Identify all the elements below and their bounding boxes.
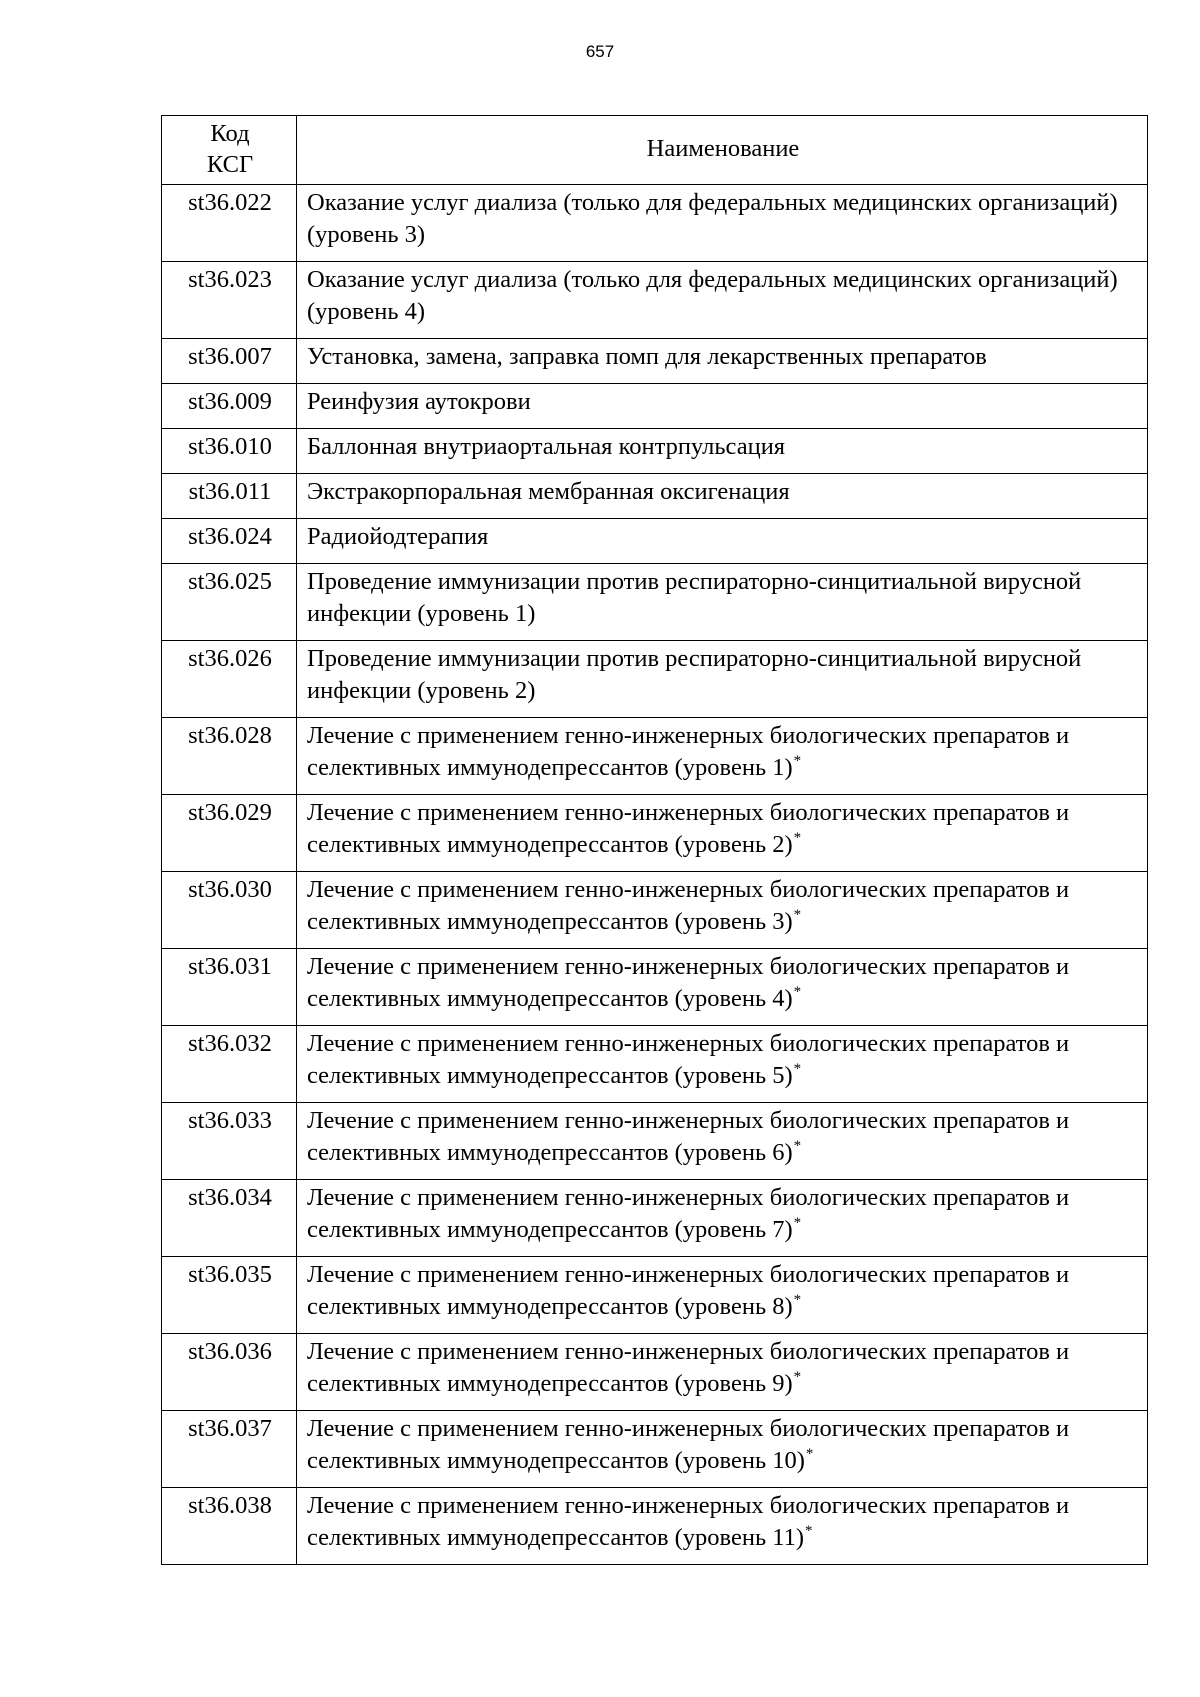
table-row <box>162 1411 1148 1488</box>
ksg-name-cell <box>297 949 1148 1026</box>
ksg-name-cell <box>297 519 1148 564</box>
ksg-name-cell <box>297 1026 1148 1103</box>
ksg-code-cell: st36.022 <box>162 185 297 262</box>
ksg-code-cell: st36.036 <box>162 1334 297 1411</box>
ksg-code-cell: st36.037 <box>162 1411 297 1488</box>
code-header-line1: Код <box>210 120 250 147</box>
table-row <box>162 262 1148 339</box>
footnote-mark: * <box>793 1214 802 1231</box>
footnote-mark: * <box>805 1445 814 1462</box>
ksg-name-text: Лечение с применением генно-инженерных биологических препаратов и селективных иммунодепрессантов (уровень 5) <box>307 1030 1070 1089</box>
ksg-code-cell: st36.023 <box>162 262 297 339</box>
ksg-name-cell <box>297 872 1148 949</box>
code-column-header <box>162 116 297 185</box>
ksg-name-cell <box>297 262 1148 339</box>
ksg-code-cell: st36.033 <box>162 1103 297 1180</box>
ksg-code-cell: st36.026 <box>162 641 297 718</box>
ksg-name-cell <box>297 1411 1148 1488</box>
ksg-name-text: Лечение с применением генно-инженерных биологических препаратов и селективных иммунодепрессантов (уровень 6) <box>307 1107 1070 1166</box>
table-row <box>162 384 1148 429</box>
ksg-code-cell: st36.031 <box>162 949 297 1026</box>
ksg-name-cell <box>297 718 1148 795</box>
ksg-name-text: Лечение с применением генно-инженерных биологических препаратов и селективных иммунодепрессантов (уровень 4) <box>307 953 1070 1012</box>
ksg-name-text: Лечение с применением генно-инженерных биологических препаратов и селективных иммунодепрессантов (уровень 11) <box>307 1492 1070 1551</box>
ksg-name-text: Лечение с применением генно-инженерных биологических препаратов и селективных иммунодепрессантов (уровень 9) <box>307 1338 1070 1397</box>
table-row <box>162 1334 1148 1411</box>
table-header-row <box>162 116 1148 185</box>
ksg-name-text: Реинфузия аутокрови <box>307 388 531 415</box>
ksg-code-cell: st36.029 <box>162 795 297 872</box>
footnote-mark: * <box>793 983 802 1000</box>
ksg-name-cell <box>297 1257 1148 1334</box>
table-row <box>162 718 1148 795</box>
ksg-code-cell: st36.038 <box>162 1488 297 1565</box>
footnote-mark: * <box>793 752 802 769</box>
ksg-name-cell <box>297 1180 1148 1257</box>
ksg-code-cell: st36.028 <box>162 718 297 795</box>
ksg-name-cell <box>297 1103 1148 1180</box>
table-row <box>162 641 1148 718</box>
ksg-name-text: Лечение с применением генно-инженерных биологических препаратов и селективных иммунодепрессантов (уровень 10) <box>307 1415 1070 1474</box>
ksg-name-text: Проведение иммунизации против респираторно-синцитиальной вирусной инфекции (уровень 2) <box>307 645 1082 704</box>
ksg-name-cell <box>297 564 1148 641</box>
footnote-mark: * <box>793 1137 802 1154</box>
footnote-mark: * <box>805 1522 813 1539</box>
ksg-name-text: Экстракорпоральная мембранная оксигенация <box>307 478 790 505</box>
ksg-name-text: Баллонная внутриаортальная контрпульсация <box>307 433 786 460</box>
ksg-code-cell: st36.032 <box>162 1026 297 1103</box>
ksg-name-text: Оказание услуг диализа (только для федеральных медицинских организаций) (уровень 4) <box>307 266 1118 325</box>
ksg-name-cell <box>297 1334 1148 1411</box>
ksg-code-cell: st36.034 <box>162 1180 297 1257</box>
ksg-name-text: Оказание услуг диализа (только для федеральных медицинских организаций) (уровень 3) <box>307 189 1118 248</box>
ksg-name-text: Проведение иммунизации против респираторно-синцитиальной вирусной инфекции (уровень 1) <box>307 568 1082 627</box>
ksg-code-cell: st36.011 <box>162 474 297 519</box>
table-row <box>162 474 1148 519</box>
ksg-name-cell <box>297 185 1148 262</box>
ksg-name-text: Лечение с применением генно-инженерных биологических препаратов и селективных иммунодепрессантов (уровень 8) <box>307 1261 1070 1320</box>
ksg-name-cell <box>297 474 1148 519</box>
name-column-header: Наименование <box>297 116 1148 185</box>
ksg-name-text: Радиойодтерапия <box>307 523 489 550</box>
ksg-name-cell <box>297 1488 1148 1565</box>
footnote-mark: * <box>793 1060 802 1077</box>
page-number: 657 <box>585 42 615 61</box>
footnote-mark: * <box>793 1291 802 1308</box>
table-row <box>162 429 1148 474</box>
ksg-name-text: Лечение с применением генно-инженерных биологических препаратов и селективных иммунодепрессантов (уровень 1) <box>307 722 1070 781</box>
ksg-name-text: Установка, замена, заправка помп для лекарственных препаратов <box>307 343 987 370</box>
table-row <box>162 1180 1148 1257</box>
ksg-code-cell: st36.010 <box>162 429 297 474</box>
table-row <box>162 795 1148 872</box>
ksg-code-cell: st36.007 <box>162 339 297 384</box>
ksg-code-cell: st36.030 <box>162 872 297 949</box>
ksg-code-cell: st36.024 <box>162 519 297 564</box>
ksg-name-cell <box>297 429 1148 474</box>
table-row <box>162 185 1148 262</box>
footnote-mark: * <box>793 906 802 923</box>
ksg-code-cell: st36.009 <box>162 384 297 429</box>
footnote-mark: * <box>793 829 802 846</box>
ksg-name-cell <box>297 641 1148 718</box>
footnote-mark: * <box>793 1368 802 1385</box>
table-row <box>162 339 1148 384</box>
code-header-line2: КСГ <box>206 151 254 178</box>
ksg-name-text: Лечение с применением генно-инженерных биологических препаратов и селективных иммунодепрессантов (уровень 2) <box>307 799 1070 858</box>
ksg-name-cell <box>297 384 1148 429</box>
ksg-code-cell: st36.025 <box>162 564 297 641</box>
table-row <box>162 949 1148 1026</box>
table-row <box>162 1257 1148 1334</box>
ksg-name-text: Лечение с применением генно-инженерных биологических препаратов и селективных иммунодепрессантов (уровень 7) <box>307 1184 1070 1243</box>
ksg-name-cell <box>297 339 1148 384</box>
table-row <box>162 519 1148 564</box>
table-row <box>162 872 1148 949</box>
table-row <box>162 1488 1148 1565</box>
ksg-name-text: Лечение с применением генно-инженерных биологических препаратов и селективных иммунодепрессантов (уровень 3) <box>307 876 1070 935</box>
table-row <box>162 1026 1148 1103</box>
ksg-code-cell: st36.035 <box>162 1257 297 1334</box>
table-row <box>162 564 1148 641</box>
ksg-name-cell <box>297 795 1148 872</box>
ksg-table <box>161 115 1148 1565</box>
table-row <box>162 1103 1148 1180</box>
